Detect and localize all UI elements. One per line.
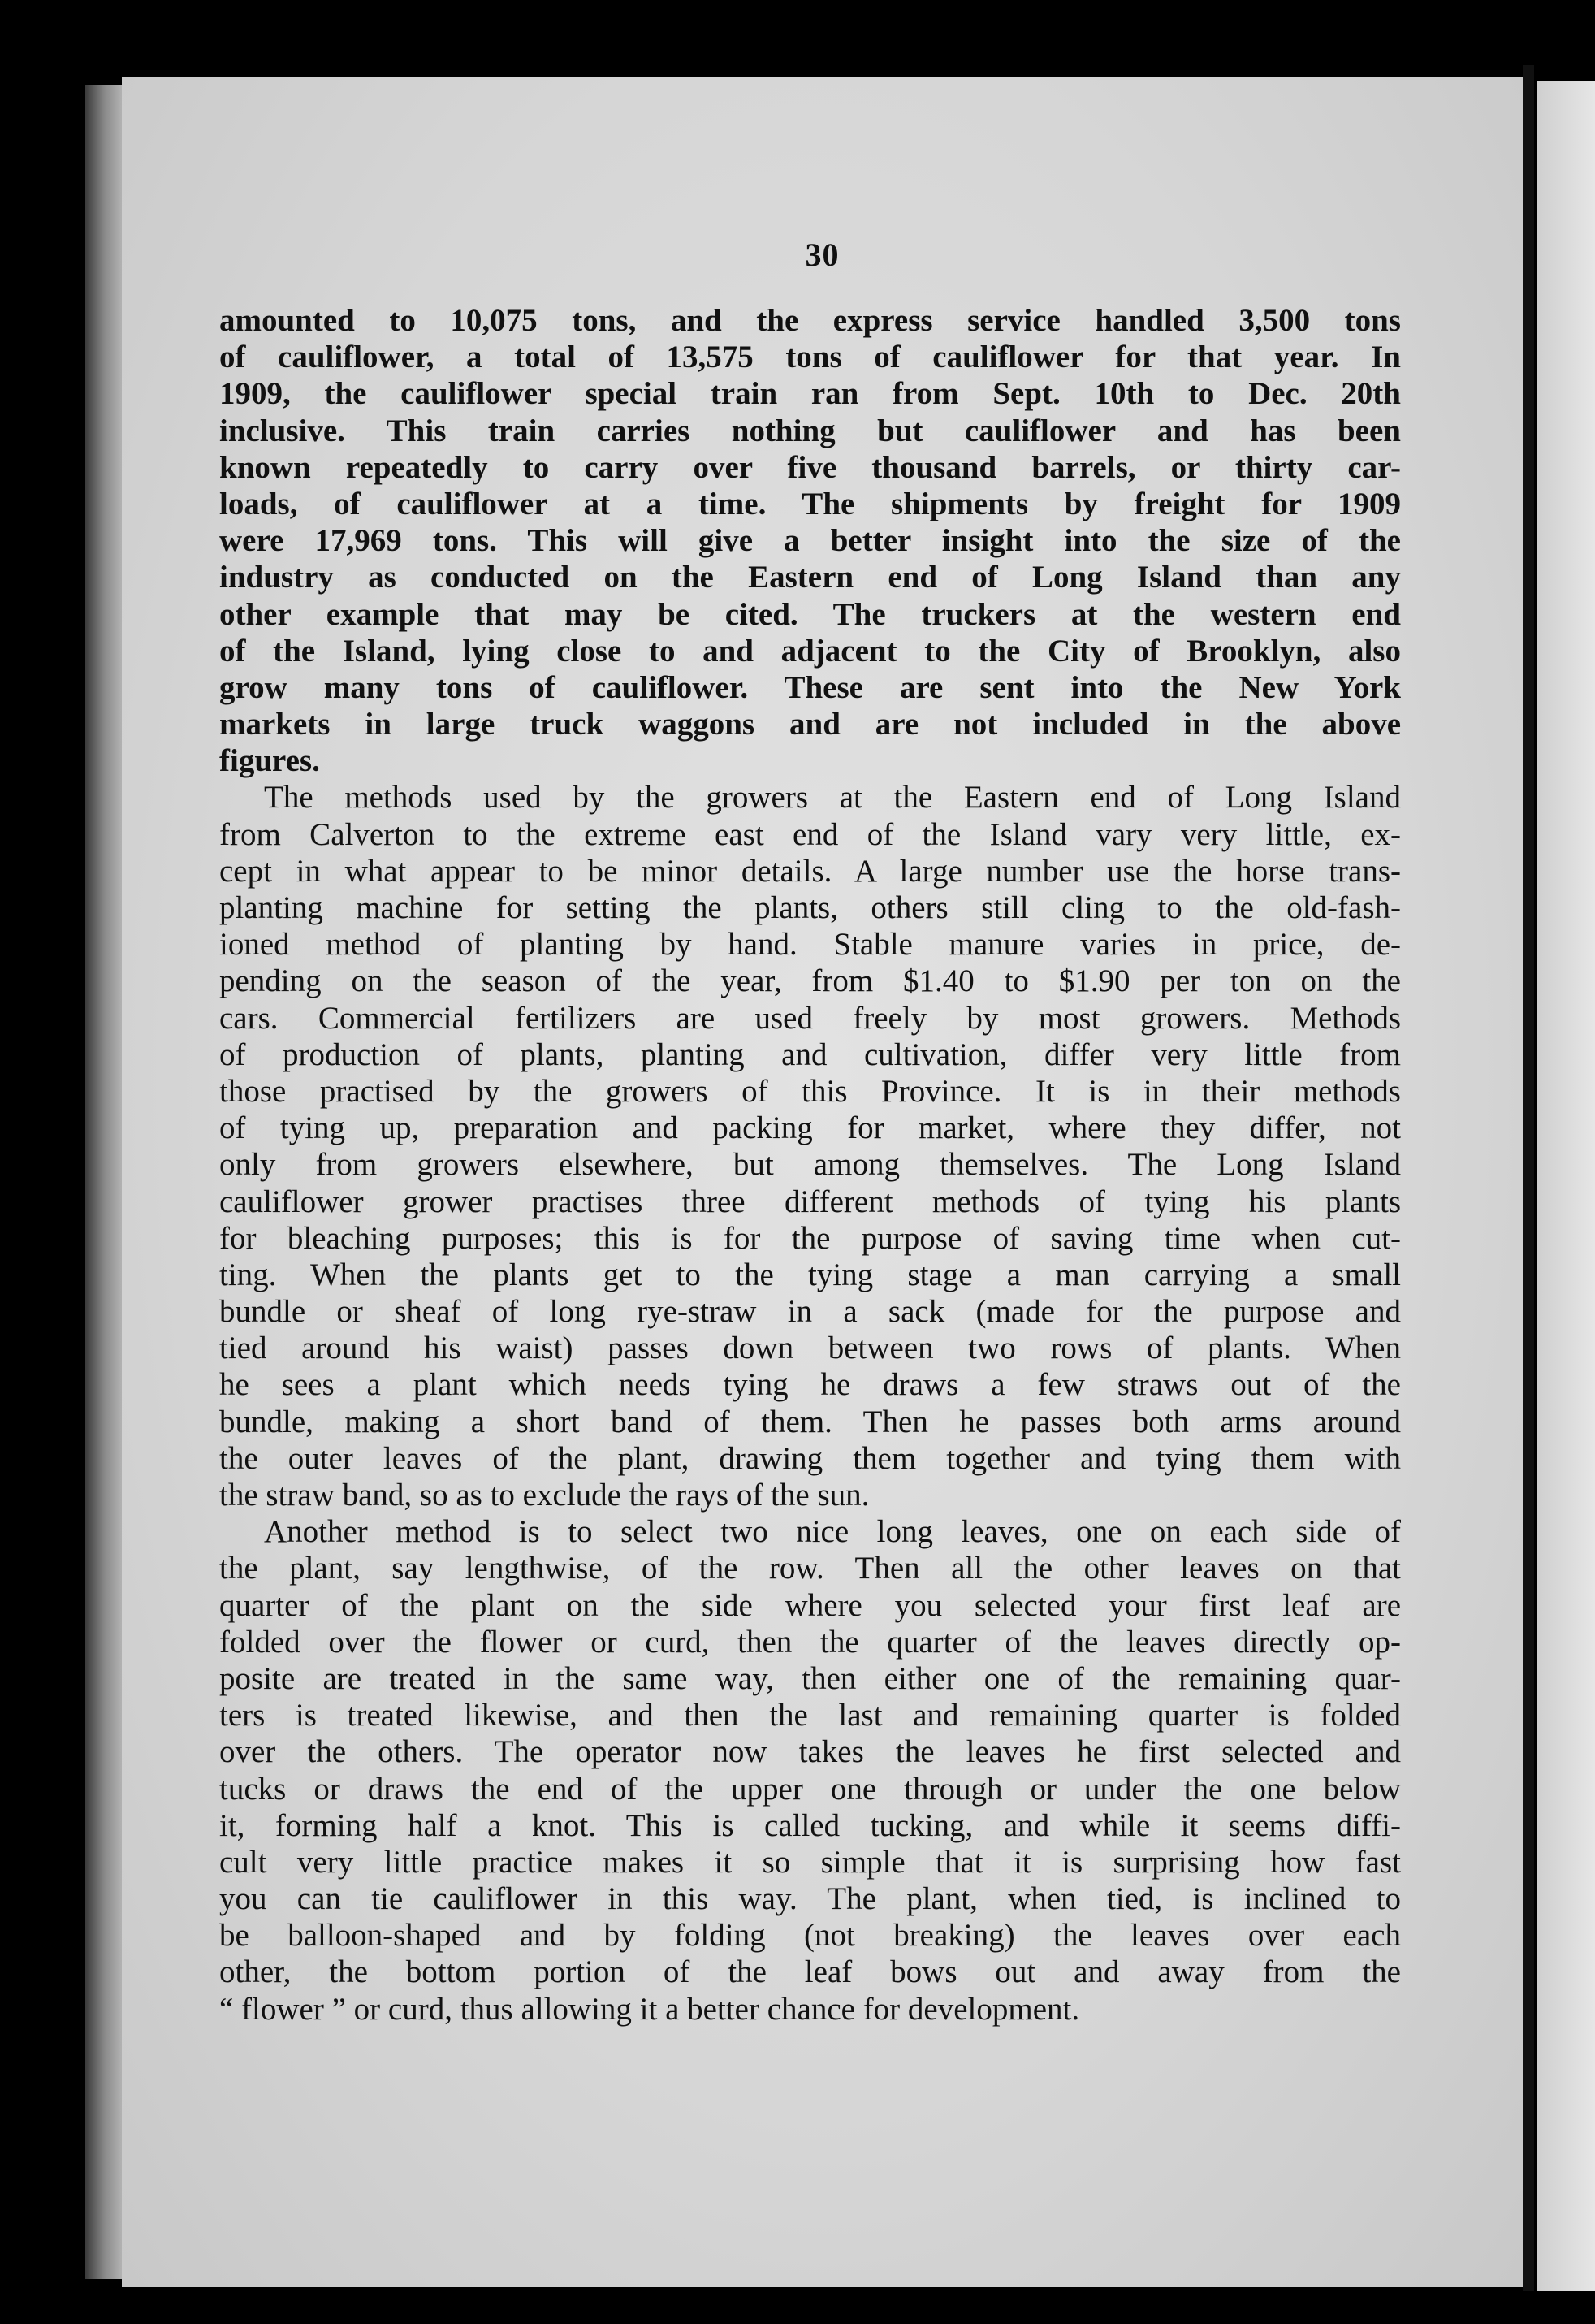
text-line: from Calverton to the extreme east end of the Island vary very little, ex- (219, 816, 1401, 852)
text-line: 1909, the cauliflower special train ran from Sept. 10th to Dec. 20th (219, 376, 1401, 412)
text-line: you can tie cauliflower in this way. The plant, when tied, is inclined to (219, 1881, 1401, 1917)
text-line: be balloon-shaped and by folding (not breaking) the leaves over each (219, 1918, 1401, 1954)
text-line: he sees a plant which needs tying he draws a few straws out of the (219, 1367, 1401, 1403)
text-line: tied around his waist) passes down between two rows of plants. When (219, 1331, 1401, 1366)
text-line: ters is treated likewise, and then the last and remaining quarter is folded (219, 1698, 1401, 1733)
text-line: cult very little practice makes it so simple that it is surprising how fast (219, 1844, 1401, 1880)
text-line: inclusive. This train carries nothing but cauliflower and has been (219, 413, 1401, 448)
text-line: other, the bottom portion of the leaf bows out and away from the (219, 1954, 1401, 1990)
text-line: were 17,969 tons. This will give a better insight into the size of the (219, 523, 1401, 559)
text-line: of production of plants, planting and cultivation, differ very little from (219, 1036, 1401, 1072)
text-line: figures. (219, 743, 320, 779)
text-line: the plant, say lengthwise, of the row. Then all the other leaves on that (219, 1551, 1401, 1586)
book-page (122, 77, 1523, 2287)
text-line: of the Island, lying close to and adjacent to the City of Brooklyn, also (219, 633, 1401, 669)
text-line: markets in large truck waggons and are not included in the above (219, 707, 1401, 742)
text-line: loads, of cauliflower at a time. The shipments by freight for 1909 (219, 486, 1401, 521)
text-line: cars. Commercial fertilizers are used freely by most growers. Methods (219, 1000, 1401, 1036)
text-line: industry as conducted on the Eastern end of Long Island than any (219, 560, 1401, 595)
text-line: known repeatedly to carry over five thousand barrels, or thirty car- (219, 449, 1401, 485)
text-line: over the others. The operator now takes the leaves he first selected and (219, 1734, 1401, 1770)
text-line: Another method is to select two nice long leaves, one on each side of (264, 1514, 1401, 1550)
text-line: tucks or draws the end of the upper one through or under the one below (219, 1771, 1401, 1807)
text-line: bundle, making a short band of them. Then he passes both arms around (219, 1404, 1401, 1439)
text-line: The methods used by the growers at the Eastern end of Long Island (264, 780, 1401, 816)
text-line: planting machine for setting the plants, others still cling to the old-fash- (219, 890, 1401, 925)
text-line: cauliflower grower practises three different methods of tying his plants (219, 1184, 1401, 1219)
next-page-sliver (1537, 81, 1595, 2291)
page-number: 30 (805, 236, 840, 273)
text-line: amounted to 10,075 tons, and the express service handled 3,500 tons (219, 303, 1401, 338)
text-line: “ flower ” or curd, thus allowing it a better chance for development. (219, 1991, 1080, 2027)
text-line: of cauliflower, a total of 13,575 tons of cauliflower for that year. In (219, 340, 1401, 375)
text-line: quarter of the plant on the side where you selected your first leaf are (219, 1587, 1401, 1623)
text-line: ioned method of planting by hand. Stable manure varies in price, de- (219, 927, 1401, 963)
text-line: ting. When the plants get to the tying stage a man carrying a small (219, 1257, 1401, 1292)
text-line: posite are treated in the same way, then either one of the remaining quar- (219, 1660, 1401, 1696)
text-line: other example that may be cited. The truckers at the western end (219, 596, 1401, 632)
text-line: of tying up, preparation and packing for market, where they differ, not (219, 1110, 1401, 1146)
text-line: for bleaching purposes; this is for the purpose of saving time when cut- (219, 1220, 1401, 1256)
page-edge-right (1523, 65, 1534, 2291)
text-line: it, forming half a knot. This is called tucking, and while it seems diffi- (219, 1807, 1401, 1843)
text-line: the outer leaves of the plant, drawing them together and tying them with (219, 1440, 1401, 1476)
text-line: pending on the season of the year, from $1.40 to $1.90 per ton on the (219, 963, 1401, 999)
text-line: bundle or sheaf of long rye-straw in a sack (made for the purpose and (219, 1294, 1401, 1330)
text-line: grow many tons of cauliflower. These are sent into the New York (219, 669, 1401, 705)
text-line: folded over the flower or curd, then the quarter of the leaves directly op- (219, 1624, 1401, 1660)
body-text (219, 302, 1401, 2028)
text-line: those practised by the growers of this Province. It is in their methods (219, 1073, 1401, 1109)
text-line: the straw band, so as to exclude the rays of the sun. (219, 1478, 870, 1513)
text-line: only from growers elsewhere, but among themselves. The Long Island (219, 1147, 1401, 1183)
text-line: cept in what appear to be minor details. A large number use the horse trans- (219, 853, 1401, 889)
